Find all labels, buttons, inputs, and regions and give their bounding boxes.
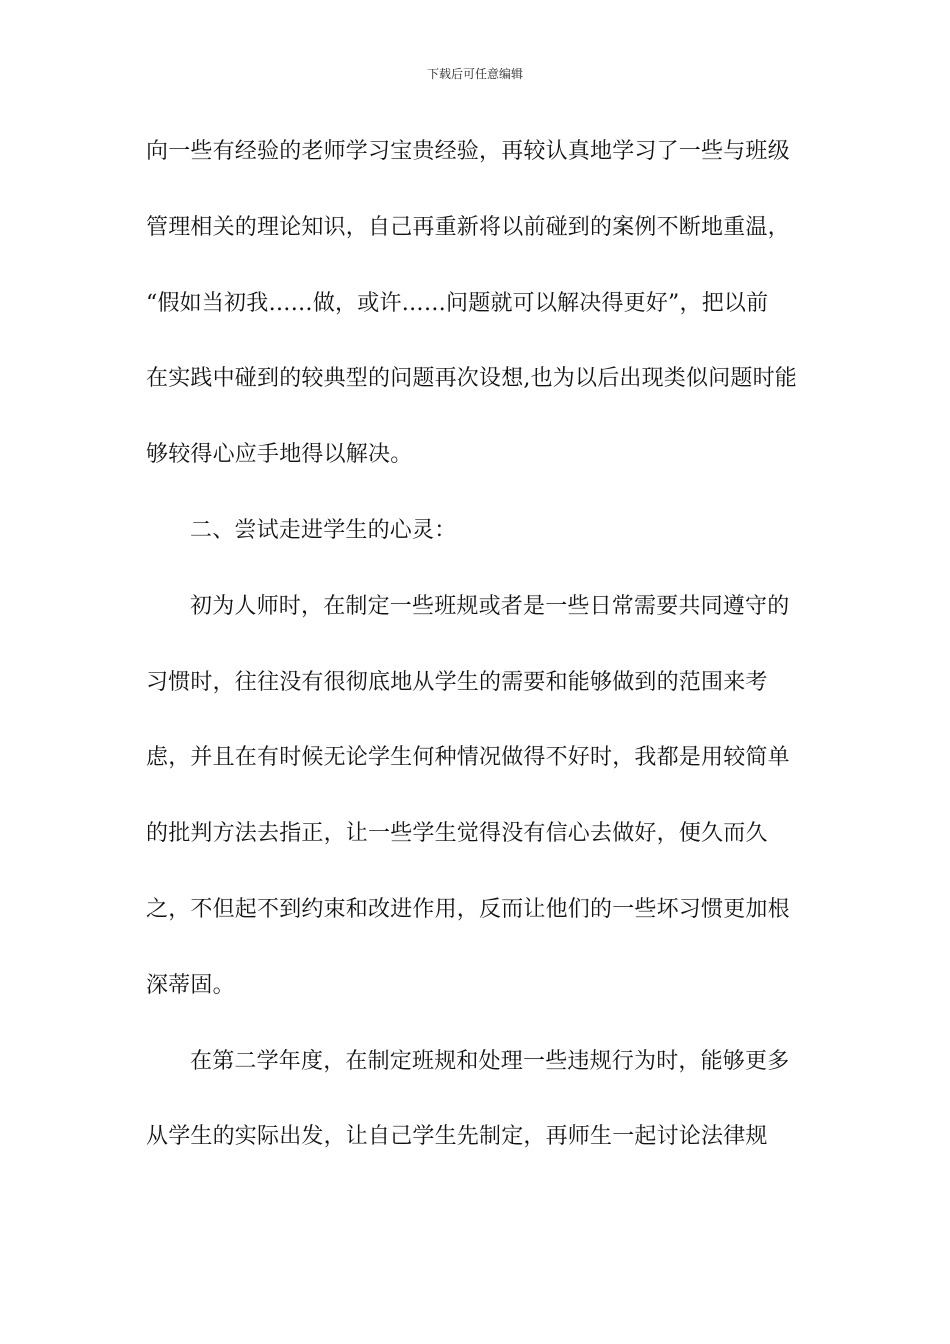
text-line: “假如当初我……做，或许……问题就可以解决得更好”，把以前 bbox=[146, 290, 769, 316]
text-line: 向一些有经验的老师学习宝贵经验，再较认真地学习了一些与班级 bbox=[146, 139, 790, 164]
section-heading: 二、尝试走进学生的心灵： bbox=[190, 517, 457, 543]
text-line: 够较得心应手地得以解决。 bbox=[146, 442, 413, 468]
text-line: 初为人师时，在制定一些班规或者是一些日常需要共同遵守的 bbox=[190, 593, 790, 619]
text-line: 之，不但起不到约束和改进作用，反而让他们的一些坏习惯更加根 bbox=[146, 896, 790, 922]
text-line: 管理相关的理论知识，自己再重新将以前碰到的案例不断地重温， bbox=[146, 214, 790, 240]
text-line: 习惯时，往往没有很彻底地从学生的需要和能够做到的范围来考 bbox=[146, 669, 768, 695]
page-header: 下载后可任意编辑 bbox=[426, 67, 523, 81]
text-line: 从学生的实际出发，让自己学生先制定，再师生一起讨论法律规 bbox=[146, 1124, 768, 1150]
document-body bbox=[146, 128, 816, 1189]
text-line: 的批判方法去指正，让一些学生觉得没有信心去做好，便久而久 bbox=[146, 821, 768, 847]
text-line: 在实践中碰到的较典型的问题再次设想,也为以后出现类似问题时能 bbox=[146, 366, 797, 392]
text-line: 在第二学年度，在制定班规和处理一些违规行为时，能够更多 bbox=[190, 1048, 790, 1074]
text-line: 虑，并且在有时候无论学生何种情况做得不好时，我都是用较简单 bbox=[146, 745, 790, 771]
text-line: 深蒂固。 bbox=[146, 972, 235, 998]
